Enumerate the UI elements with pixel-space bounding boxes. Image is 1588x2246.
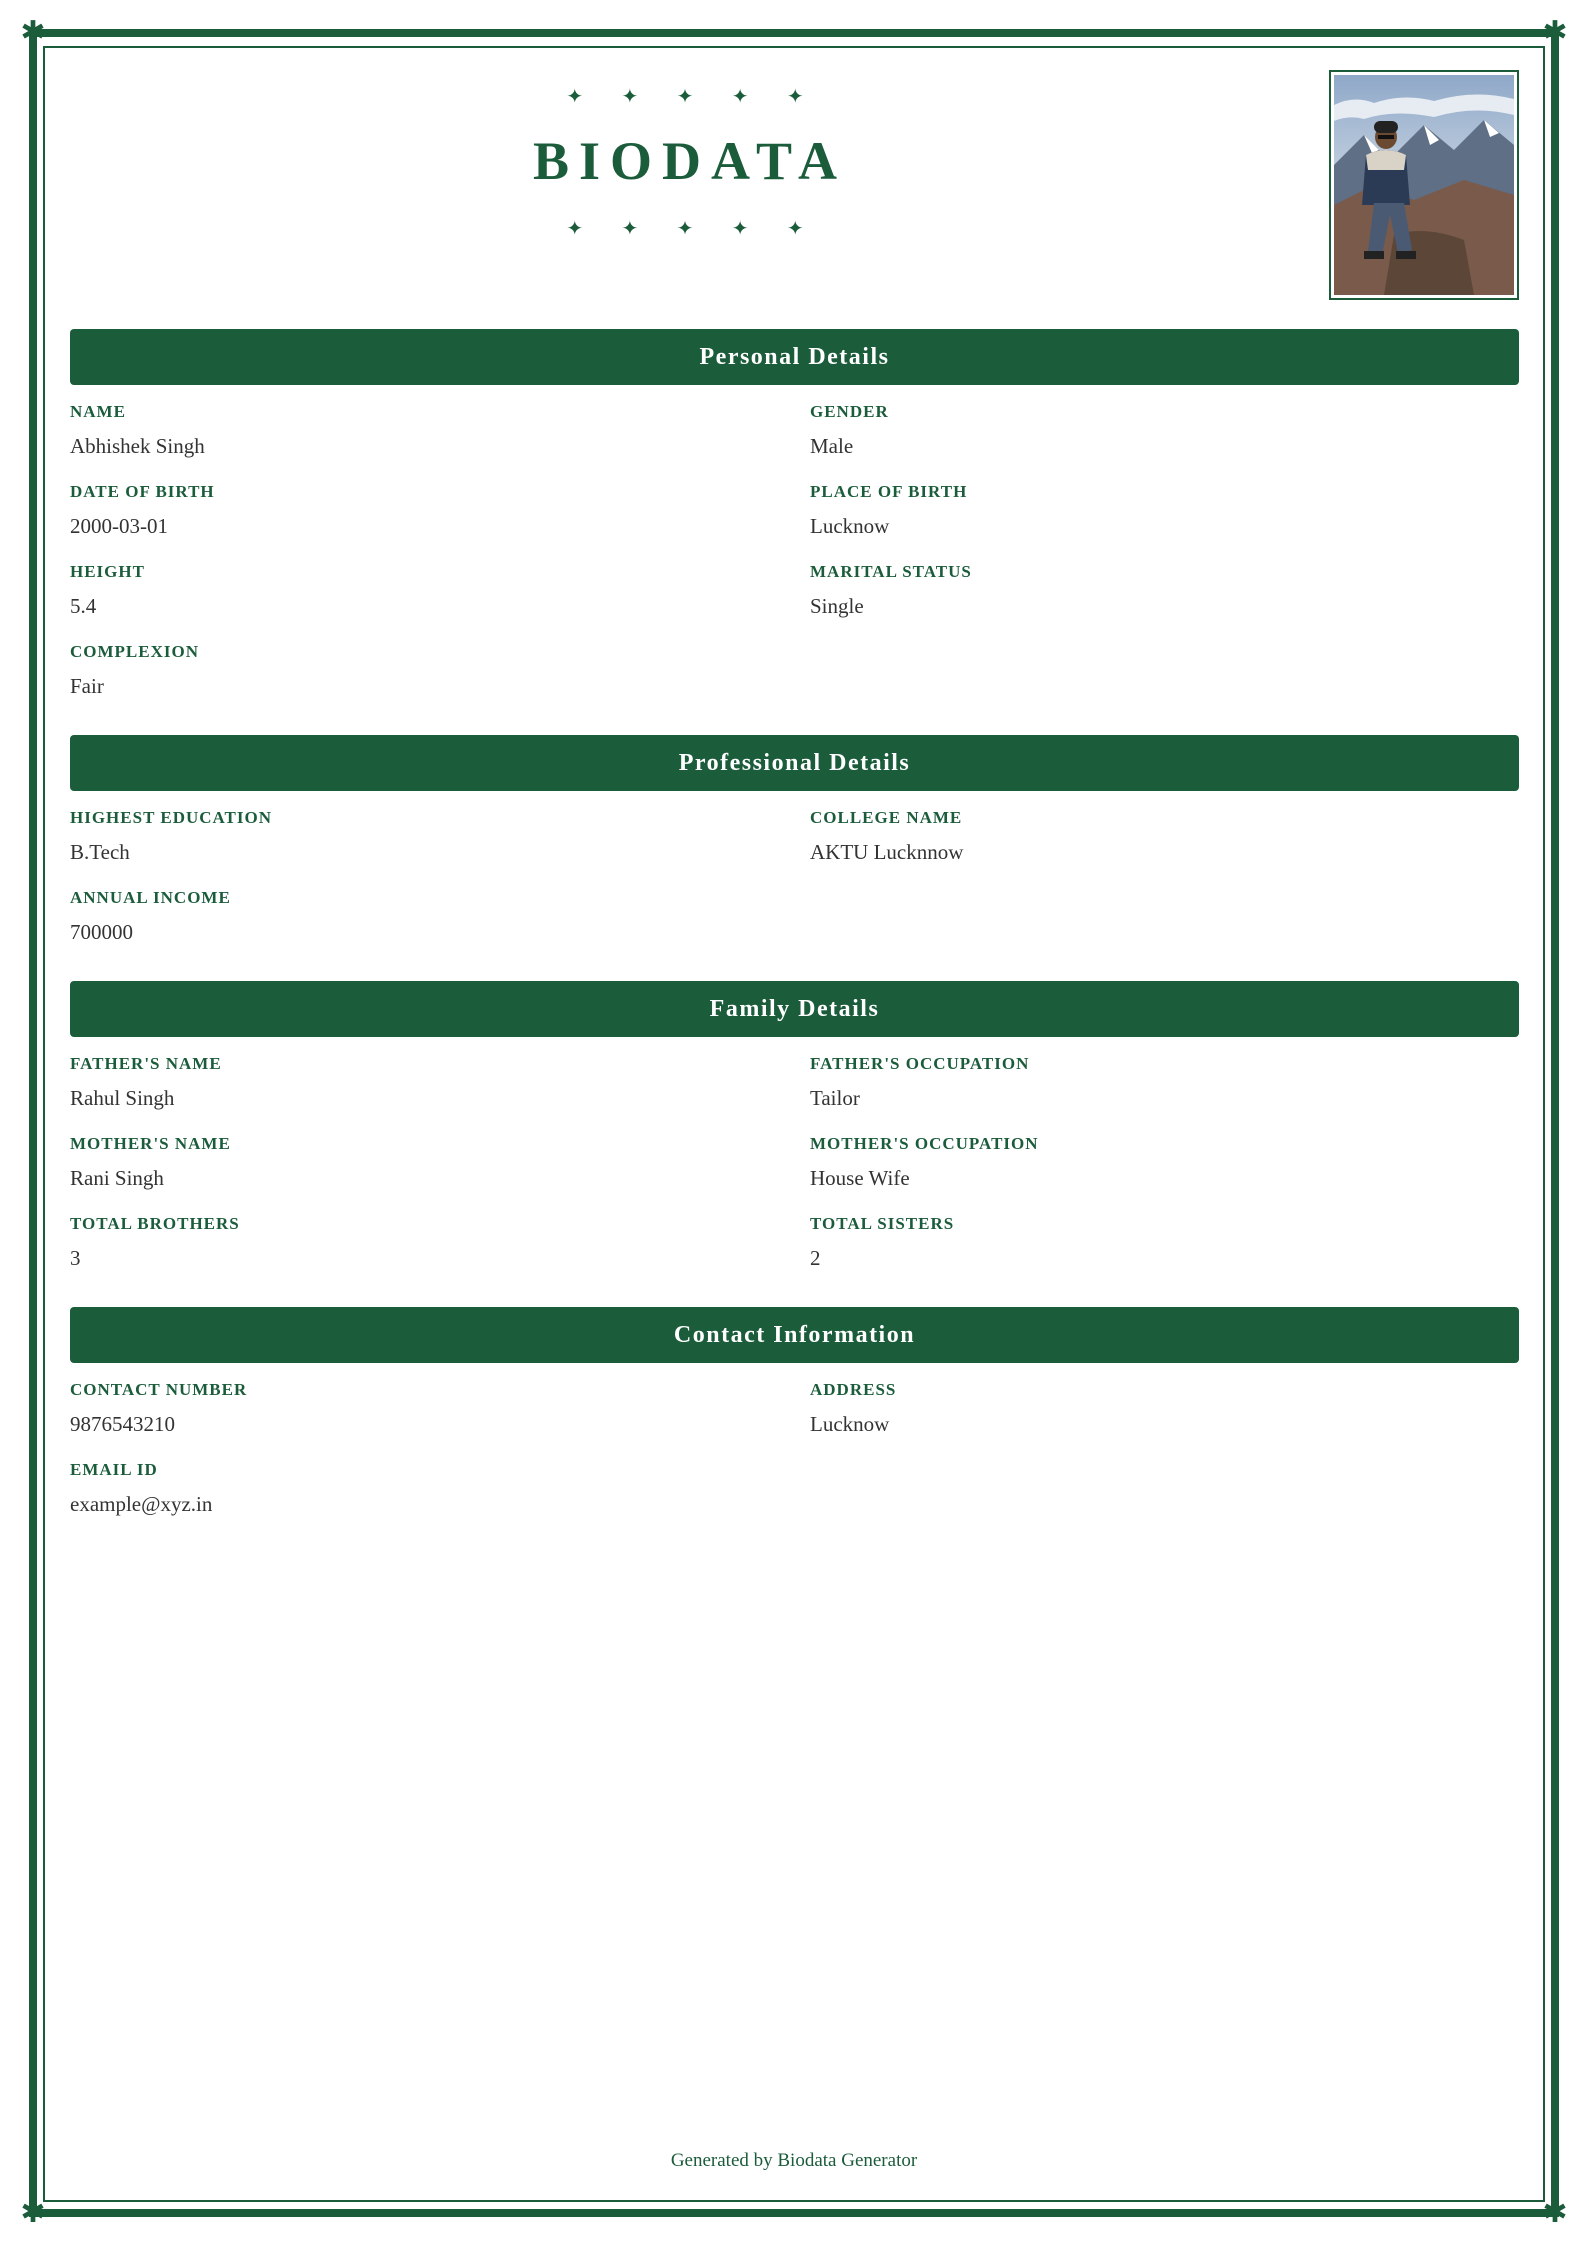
field-value: AKTU Lucknnow bbox=[810, 840, 964, 864]
field-value: Rahul Singh bbox=[70, 1086, 175, 1110]
profile-photo-image bbox=[1334, 75, 1514, 295]
field-marital-status bbox=[810, 560, 1510, 620]
field-name bbox=[70, 400, 770, 460]
field-mothers-occupation bbox=[810, 1132, 1510, 1192]
field-value: example@xyz.in bbox=[70, 1492, 213, 1516]
field-fathers-occupation bbox=[810, 1052, 1510, 1112]
footer-text: Generated by Biodata Generator bbox=[670, 2150, 918, 2171]
corner-ornament-icon: ✱ bbox=[20, 2195, 46, 2230]
field-label: ADDRESS bbox=[810, 1380, 897, 1399]
field-value: House Wife bbox=[810, 1166, 910, 1190]
field-complexion bbox=[70, 640, 770, 700]
field-value: Lucknow bbox=[810, 514, 890, 538]
field-label: COMPLEXION bbox=[70, 642, 199, 661]
field-fathers-name bbox=[70, 1052, 770, 1112]
field-address bbox=[810, 1378, 1510, 1438]
field-value: Fair bbox=[70, 674, 104, 698]
field-label: FATHER'S OCCUPATION bbox=[810, 1054, 1030, 1073]
field-value: 9876543210 bbox=[70, 1412, 175, 1436]
section-header-personal: Personal Details bbox=[70, 329, 1519, 385]
field-mothers-name bbox=[70, 1132, 770, 1192]
field-label: TOTAL SISTERS bbox=[810, 1214, 955, 1233]
field-value: Rani Singh bbox=[70, 1166, 164, 1190]
field-label: COLLEGE NAME bbox=[810, 808, 963, 827]
corner-ornament-icon: ✱ bbox=[1542, 2195, 1568, 2230]
field-total-sisters bbox=[810, 1212, 1510, 1272]
field-label: ANNUAL INCOME bbox=[70, 888, 231, 907]
field-value: 700000 bbox=[70, 920, 133, 944]
field-value: 2000-03-01 bbox=[70, 514, 168, 538]
field-gender bbox=[810, 400, 1510, 460]
field-value: 5.4 bbox=[70, 594, 97, 618]
field-label: MOTHER'S NAME bbox=[70, 1134, 231, 1153]
field-value: 2 bbox=[810, 1246, 821, 1270]
profile-photo bbox=[1329, 70, 1519, 300]
corner-ornament-icon: ✱ bbox=[1542, 15, 1568, 50]
section-header-professional: Professional Details bbox=[70, 735, 1519, 791]
field-date-of-birth bbox=[70, 480, 770, 540]
field-label: MARITAL STATUS bbox=[810, 562, 972, 581]
field-label: NAME bbox=[70, 402, 126, 421]
field-value: Tailor bbox=[810, 1086, 860, 1110]
field-value: Lucknow bbox=[810, 1412, 890, 1436]
field-annual-income bbox=[70, 886, 770, 946]
field-label: EMAIL ID bbox=[70, 1460, 158, 1479]
field-label: MOTHER'S OCCUPATION bbox=[810, 1134, 1039, 1153]
field-height bbox=[70, 560, 770, 620]
field-highest-education bbox=[70, 806, 770, 866]
page-title: BIODATA bbox=[532, 131, 848, 191]
field-value: 3 bbox=[70, 1246, 81, 1270]
section-header-family: Family Details bbox=[70, 981, 1519, 1037]
field-college-name bbox=[810, 806, 1510, 866]
field-label: PLACE OF BIRTH bbox=[810, 482, 968, 501]
field-value: Abhishek Singh bbox=[70, 434, 205, 458]
field-value: Male bbox=[810, 434, 854, 458]
stars-top-icon: ✦ ✦ ✦ ✦ ✦ bbox=[566, 84, 820, 108]
field-label: DATE OF BIRTH bbox=[70, 482, 215, 501]
field-label: CONTACT NUMBER bbox=[70, 1380, 248, 1399]
field-value: B.Tech bbox=[70, 840, 130, 864]
field-total-brothers bbox=[70, 1212, 770, 1272]
field-label: FATHER'S NAME bbox=[70, 1054, 222, 1073]
field-label: TOTAL BROTHERS bbox=[70, 1214, 240, 1233]
field-value: Single bbox=[810, 594, 864, 618]
section-header-contact: Contact Information bbox=[70, 1307, 1519, 1363]
header bbox=[470, 82, 900, 242]
stars-bottom-icon: ✦ ✦ ✦ ✦ ✦ bbox=[566, 216, 820, 240]
corner-ornament-icon: ✱ bbox=[20, 15, 46, 50]
field-label: GENDER bbox=[810, 402, 889, 421]
field-place-of-birth bbox=[810, 480, 1510, 540]
field-label: HIGHEST EDUCATION bbox=[70, 808, 272, 827]
field-email-id bbox=[70, 1458, 770, 1518]
field-contact-number bbox=[70, 1378, 770, 1438]
field-label: HEIGHT bbox=[70, 562, 145, 581]
